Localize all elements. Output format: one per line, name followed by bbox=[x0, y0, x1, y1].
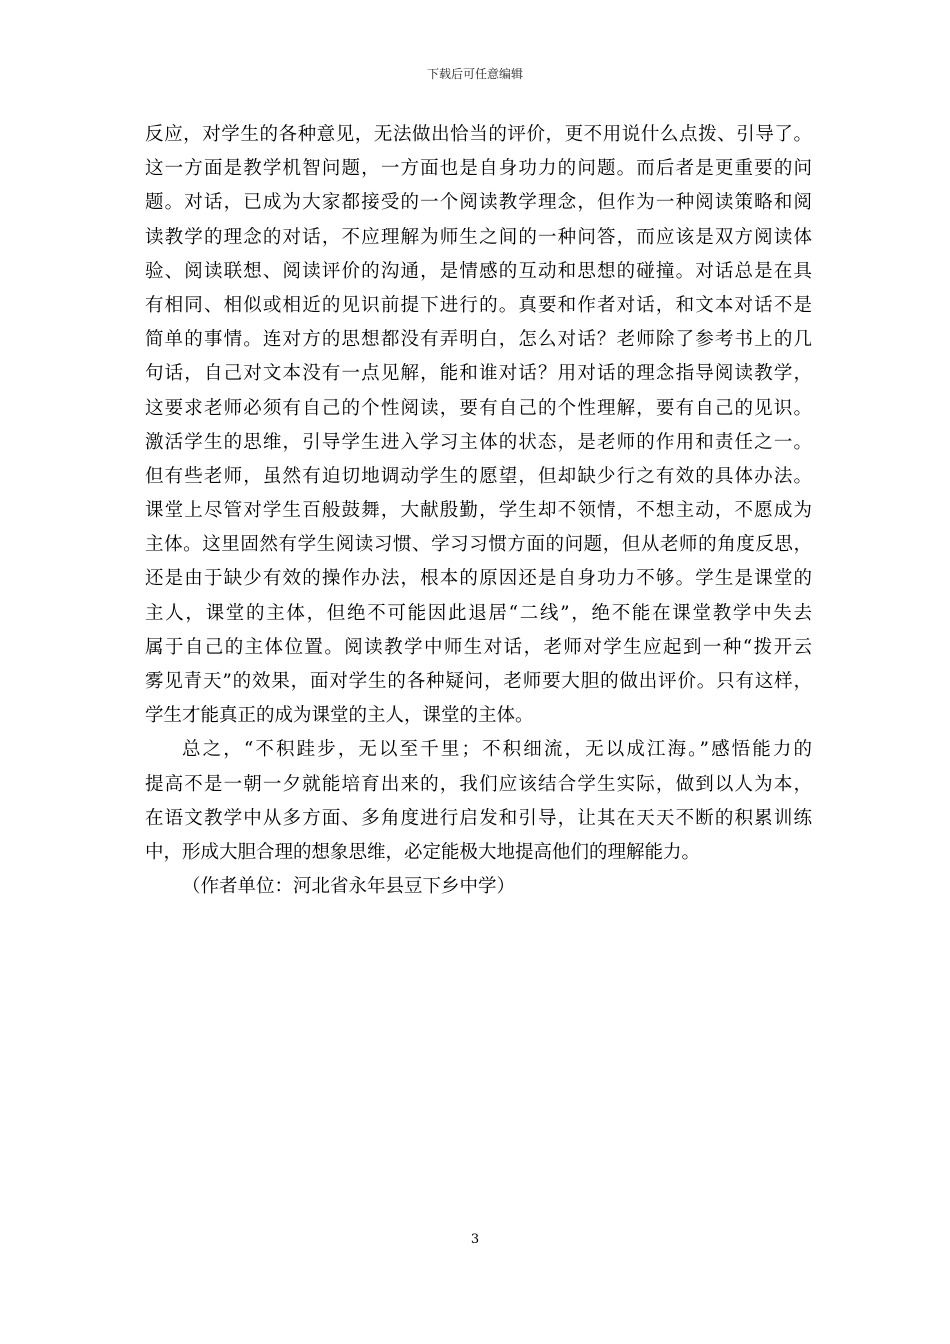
text-line: 在语文教学中从多方面、多角度进行启发和引导，让其在天天不断的积累训练 bbox=[145, 807, 812, 829]
text-line: 课堂上尽管对学生百般鼓舞，大献殷勤，学生却不领情，不想主动，不愿成为 bbox=[145, 500, 812, 522]
paragraph-2 bbox=[145, 733, 812, 870]
text-line: 雾见青天”的效果，面对学生的各种疑问，老师要大胆的做出评价。只有这样， bbox=[145, 671, 812, 692]
page-header: 下载后可任意编辑 bbox=[426, 67, 523, 81]
text-line: 学生才能真正的成为课堂的主人，课堂的主体。 bbox=[145, 705, 534, 727]
page-number: 3 bbox=[470, 1232, 480, 1247]
text-line: 反应，对学生的各种意见，无法做出恰当的评价，更不用说什么点拨、引导了。 bbox=[145, 124, 812, 145]
text-line: （作者单位：河北省永年县豆下乡中学） bbox=[182, 876, 516, 898]
text-line: 还是由于缺少有效的操作办法，根本的原因还是自身功力不够。学生是课堂的 bbox=[145, 568, 812, 590]
text-line: 这一方面是教学机智问题，一方面也是自身功力的问题。而后者是更重要的问 bbox=[145, 158, 812, 180]
text-line: 主人，课堂的主体，但绝不可能因此退居“二线”，绝不能在课堂教学中失去 bbox=[145, 602, 812, 624]
text-line: 读教学的理念的对话，不应理解为师生之间的一种问答，而应该是双方阅读体 bbox=[145, 226, 812, 248]
text-line: 但有些老师，虽然有迫切地调动学生的愿望，但却缺少行之有效的具体办法。 bbox=[145, 465, 812, 487]
text-line: 验、阅读联想、阅读评价的沟通，是情感的互动和思想的碰撞。对话总是在具 bbox=[145, 260, 812, 282]
text-line: 这要求老师必须有自己的个性阅读，要有自己的个性理解，要有自己的见识。 bbox=[145, 397, 812, 419]
text-line: 有相同、相似或相近的见识前提下进行的。真要和作者对话，和文本对话不是 bbox=[145, 294, 812, 316]
text-line: 激活学生的思维，引导学生进入学习主体的状态，是老师的作用和责任之一。 bbox=[145, 431, 812, 453]
author-affiliation bbox=[145, 870, 812, 904]
document-body bbox=[145, 118, 812, 904]
text-line: 总之，“不积跬步，无以至千里；不积细流，无以成江海。”感悟能力的 bbox=[182, 739, 812, 761]
text-line: 题。对话，已成为大家都接受的一个阅读教学理念，但作为一种阅读策略和阅 bbox=[145, 192, 812, 214]
text-line: 主体。这里固然有学生阅读习惯、学习习惯方面的问题，但从老师的角度反思， bbox=[145, 534, 812, 556]
text-line: 属于自己的主体位置。阅读教学中师生对话，老师对学生应起到一种“拨开云 bbox=[145, 636, 812, 658]
text-line: 简单的事情。连对方的思想都没有弄明白，怎么对话？老师除了参考书上的几 bbox=[145, 329, 812, 351]
text-line: 提高不是一朝一夕就能培育出来的，我们应该结合学生实际，做到以人为本， bbox=[145, 773, 812, 795]
text-line: 句话，自己对文本没有一点见解，能和谁对话？用对话的理念指导阅读教学， bbox=[145, 363, 812, 385]
text-line: 中，形成大胆合理的想象思维，必定能极大地提高他们的理解能力。 bbox=[145, 841, 701, 863]
paragraph-1 bbox=[145, 118, 812, 733]
